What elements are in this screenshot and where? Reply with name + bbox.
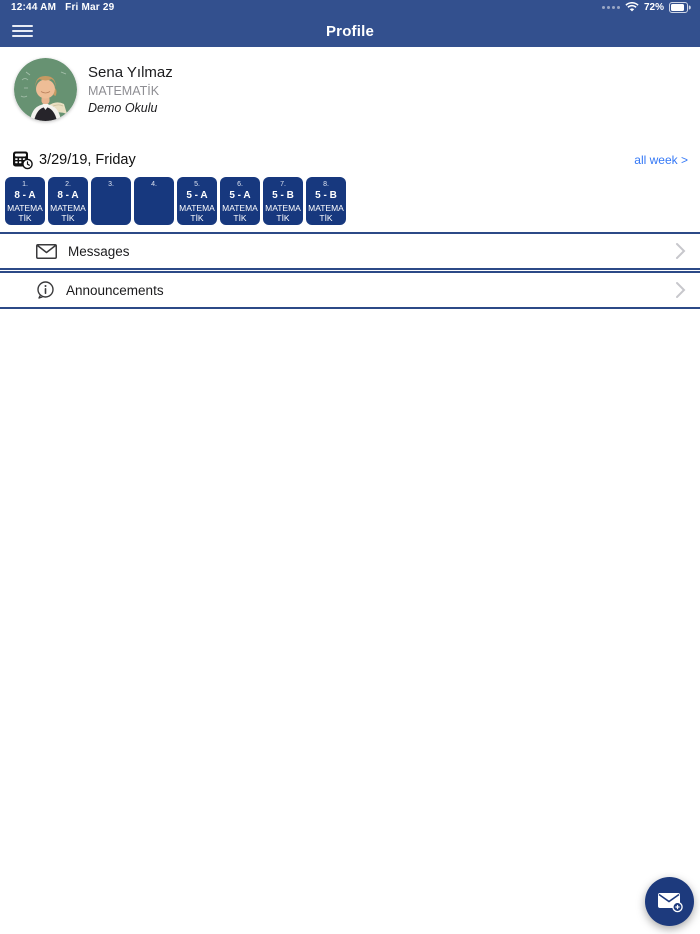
period-cell[interactable]: 8. 5 - B MATEMATİK <box>306 177 346 225</box>
envelope-plus-icon <box>657 891 683 913</box>
chevron-right-icon <box>675 281 686 299</box>
period-cell[interactable]: 7. 5 - B MATEMATİK <box>263 177 303 225</box>
profile-header <box>0 47 700 121</box>
all-week-link[interactable]: all week > <box>634 153 688 167</box>
cellular-signal-icon <box>602 6 620 9</box>
menu-item-label: Messages <box>68 243 130 259</box>
menu-list <box>0 232 700 309</box>
status-bar <box>0 0 700 15</box>
daily-schedule <box>0 177 700 225</box>
period-cell[interactable]: 4. <box>134 177 174 225</box>
period-cell[interactable]: 3. <box>91 177 131 225</box>
period-cell[interactable]: 6. 5 - A MATEMATİK <box>220 177 260 225</box>
teacher-branch: MATEMATİK <box>88 84 160 98</box>
envelope-icon <box>36 244 57 259</box>
chevron-right-icon <box>675 242 686 260</box>
period-cell[interactable]: 2. 8 - A MATEMATİK <box>48 177 88 225</box>
menu-item-label: Announcements <box>66 282 164 298</box>
status-time: 12:44 AM <box>11 2 57 13</box>
info-icon <box>36 281 55 299</box>
menu-item-messages[interactable] <box>0 232 700 270</box>
page-title: Profile <box>325 22 375 40</box>
date-label: 3/29/19, Friday <box>39 152 136 168</box>
battery-icon <box>669 2 691 13</box>
wifi-icon <box>625 2 639 13</box>
calendar-clock-icon <box>12 150 33 170</box>
status-date: Fri Mar 29 <box>65 2 115 13</box>
avatar <box>14 58 77 121</box>
schedule-date-row <box>0 150 700 170</box>
menu-item-announcements[interactable] <box>0 271 700 309</box>
compose-message-button[interactable] <box>645 877 694 926</box>
period-cell[interactable]: 1. 8 - A MATEMATİK <box>5 177 45 225</box>
navigation-bar <box>0 15 700 47</box>
battery-percent: 72% <box>643 2 664 13</box>
school-name: Demo Okulu <box>88 101 158 115</box>
period-cell[interactable]: 5. 5 - A MATEMATİK <box>177 177 217 225</box>
teacher-name: Sena Yılmaz <box>88 64 173 81</box>
